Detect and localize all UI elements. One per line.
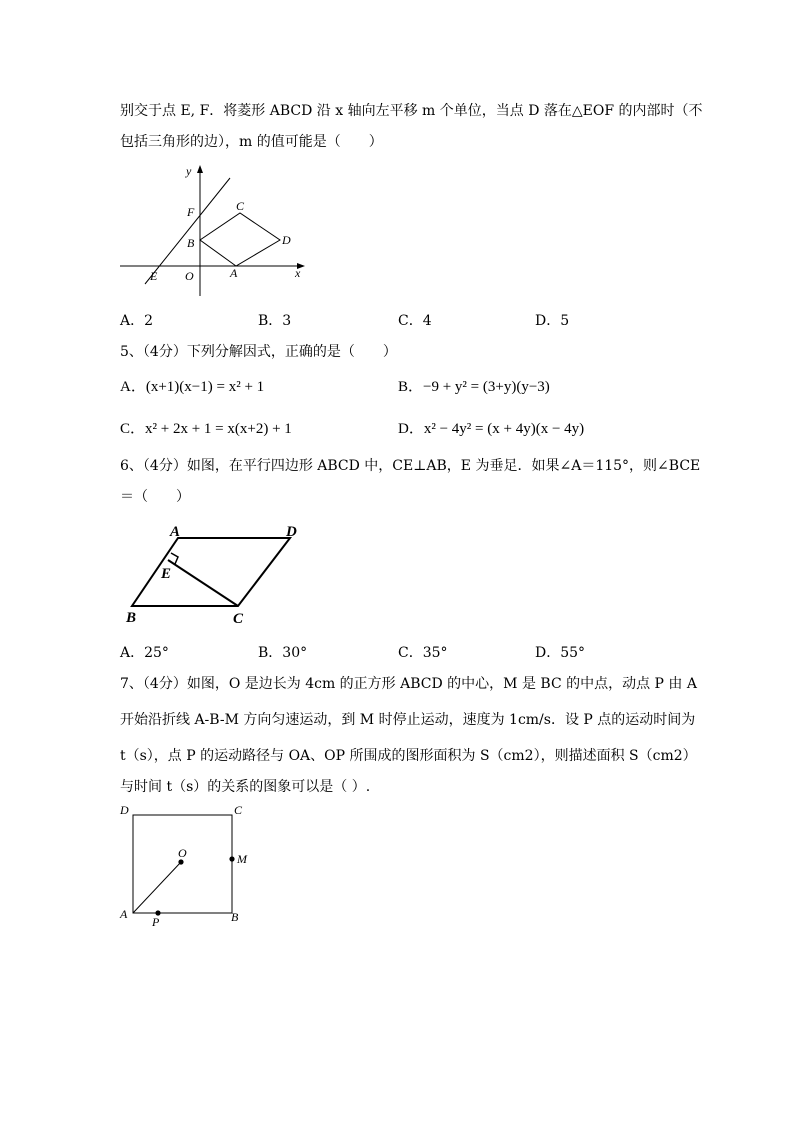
q7-stem-line3: t（s），点 P 的运动路径与 OA、OP 所围成的图形面积为 S（cm2），则描述面积 S（cm2） [120,748,697,764]
q7-label-C: C [234,803,243,817]
q4-rhombus-figure [115,160,315,300]
q5-option-c[interactable]: C．x² + 2x + 1 = x(x+2) + 1 [120,421,292,437]
q4-label-D: D [282,233,291,247]
q4-stem-line1: 别交于点 E, F．将菱形 ABCD 沿 x 轴向左平移 m 个单位，当点 D 落在△EOF 的内部时（不 [120,103,703,119]
q6-option-c[interactable]: C．35° [398,645,448,661]
q7-label-D: D [120,803,129,817]
q5-option-b[interactable]: B．−9 + y² = (3+y)(y−3) [398,379,550,395]
q6-label-C: C [233,611,244,627]
q6-option-a[interactable]: A．25° [120,645,169,661]
q4-label-A: A [230,266,238,280]
q4-label-x: x [295,266,301,280]
q7-label-B: B [231,910,239,924]
q4-stem-line2: 包括三角形的边），m 的值可能是（ ） [120,134,383,150]
q6-option-d[interactable]: D．55° [535,645,586,661]
q6-stem-line1: 6、（4分）如图，在平行四边形 ABCD 中，CE⊥AB，E 为垂足．如果∠A＝115°，则∠BCE [120,458,701,474]
q4-option-d[interactable]: D．5 [535,313,570,329]
q6-stem-line2: ＝（ ） [120,489,190,505]
q4-label-O: O [185,269,194,283]
q6-label-D: D [286,524,297,540]
q4-label-C: C [236,199,245,213]
q7-stem-line1: 7、（4分）如图，O 是边长为 4cm 的正方形 ABCD 的中心，M 是 BC 的中点，动点 P 由 A [120,676,697,692]
q4-option-a[interactable]: A．2 [120,313,154,329]
q4-label-E: E [150,269,158,283]
q7-label-O: O [178,846,187,860]
q6-option-b[interactable]: B．30° [258,645,308,661]
q5-option-a[interactable]: A．(x+1)(x−1) = x² + 1 [120,379,265,395]
q4-option-c[interactable]: C．4 [398,313,432,329]
q6-parallelogram-figure [120,518,310,630]
q4-label-y: y [186,164,192,178]
q7-stem-line4: 与时间 t（s）的关系的图象可以是（ ）. [120,779,371,795]
q4-option-b[interactable]: B．3 [258,313,292,329]
q4-label-B: B [187,236,195,250]
q7-stem-line2: 开始沿折线 A-B-M 方向匀速运动，到 M 时停止运动，速度为 1cm/s．设 P 点的运动时间为 [120,712,696,728]
q5-option-d[interactable]: D．x² − 4y² = (x + 4y)(x − 4y) [398,421,585,437]
q7-label-A: A [120,907,128,921]
q7-label-M: M [237,852,247,866]
q5-stem: 5、（4分）下列分解因式，正确的是（ ） [120,344,397,360]
q6-label-E: E [161,566,172,582]
q4-label-F: F [187,205,195,219]
q7-square-figure [115,800,260,930]
q6-label-A: A [170,524,181,540]
q7-label-P: P [152,915,160,929]
q6-label-B: B [126,610,137,626]
